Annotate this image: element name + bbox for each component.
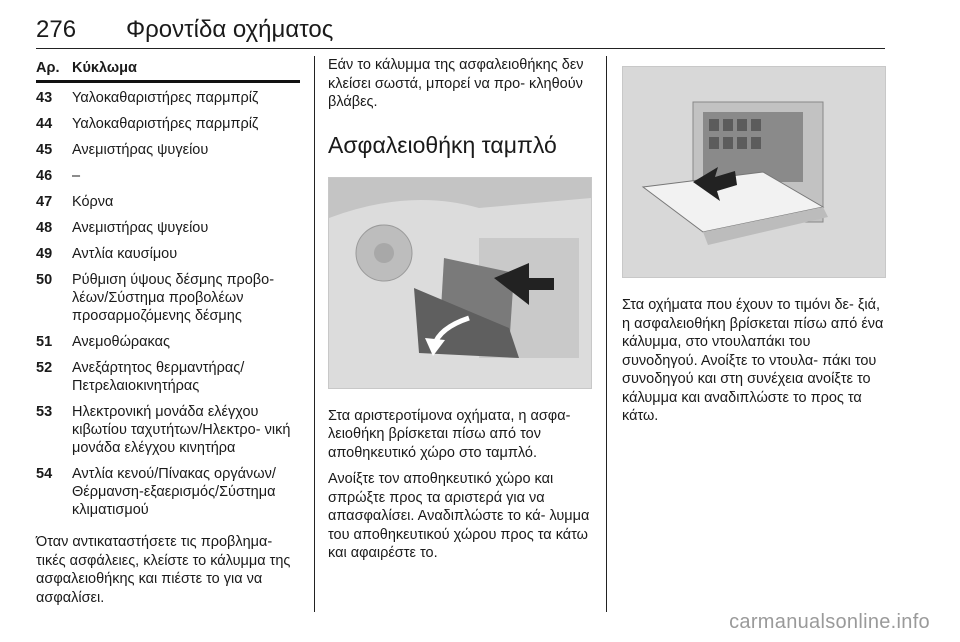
fuse-number: 45 xyxy=(36,142,53,158)
table-row xyxy=(36,89,300,107)
fuse-circuit: Ανεμοθώρακας xyxy=(72,334,171,350)
fuse-number: 48 xyxy=(36,220,53,236)
section-title: Ασφαλειοθήκη ταμπλό xyxy=(328,131,557,158)
column-divider xyxy=(314,56,315,612)
fuse-circuit: Ηλεκτρονική μονάδα ελέγχου κιβωτίου ταχυτήτων/Ηλεκτρο- νική μονάδα ελέγχου κινητήρα xyxy=(72,404,291,456)
fuse-number: 50 xyxy=(36,272,53,288)
page-number: 276 xyxy=(36,16,77,43)
column-right xyxy=(622,56,886,434)
intro-paragraph: Εάν το κάλυμμα της ασφαλειοθήκης δεν κλείσει σωστά, μπορεί να προ- κληθούν βλάβες. xyxy=(328,57,584,110)
fuse-circuit: Ανεμιστήρας ψυγείου xyxy=(72,142,209,158)
fuse-circuit: Ανεμιστήρας ψυγείου xyxy=(72,220,209,236)
table-row xyxy=(36,193,300,211)
header-rule xyxy=(36,48,885,49)
fuse-number: 51 xyxy=(36,334,53,350)
column-divider xyxy=(606,56,607,612)
fuse-circuit: Αντλία κενού/Πίνακας οργάνων/ Θέρμανση-εξαερισμός/Σύστημα κλιματισμού xyxy=(72,466,276,518)
table-row xyxy=(36,271,300,325)
fuse-number: 52 xyxy=(36,360,53,376)
fuse-circuit: Ανεξάρτητος θερμαντήρας/ Πετρελαιοκινητήρας xyxy=(72,360,245,394)
caption-unlock: Ανοίξτε τον αποθηκευτικό χώρο και σπρώξτε προς τα αριστερά για να απασφαλίσει. Αναδιπλώστε το κά- λυμμα του αποθηκευτικού χώρου προς τα κάτω και αφαιρέστε το. xyxy=(328,471,590,561)
fuse-number: 43 xyxy=(36,90,53,106)
fuse-circuit: Υαλοκαθαριστήρες παρμπρίζ xyxy=(72,90,259,106)
fuse-circuit: – xyxy=(72,168,81,184)
column-left xyxy=(36,56,300,615)
table-row xyxy=(36,245,300,263)
fuse-circuit: Κόρνα xyxy=(72,194,114,210)
fuse-number: 49 xyxy=(36,246,53,262)
fuse-circuit: Υαλοκαθαριστήρες παρμπρίζ xyxy=(72,116,259,132)
fusebox-lhd-illustration xyxy=(328,177,592,389)
fuse-circuit: Αντλία καυσίμου xyxy=(72,246,178,262)
table-header xyxy=(36,56,300,83)
table-row xyxy=(36,141,300,159)
table-row xyxy=(36,167,300,185)
table-header-number: Αρ. xyxy=(36,60,60,76)
table-row xyxy=(36,359,300,395)
caption-rhd: Στα οχήματα που έχουν το τιμόνι δε- ξιά, η ασφαλειοθήκη βρίσκεται πίσω από ένα κάλυμμα, στο ντουλαπάκι του συνοδηγού. Ανοίξτε το ντουλα- πάκι του συνοδηγού και στη συνέχεια ανοίξτε το κάλυμμα και αναδιπλώστε το προς τα κάτω. xyxy=(622,297,884,424)
closing-paragraph: Όταν αντικαταστήσετε τις προβλημα- τικές ασφάλειες, κλείστε το κάλυμμα της ασφαλειοθήκης και πιέστε το για να ασφαλίσει. xyxy=(36,534,291,606)
table-row xyxy=(36,403,300,457)
fuse-table-body xyxy=(36,89,300,519)
watermark: carmanualsonline.info xyxy=(729,611,930,633)
table-row xyxy=(36,465,300,519)
fuse-circuit: Ρύθμιση ύψους δέσμης προβο- λέων/Σύστημα προβολέων προσαρμοζόμενης δέσμης xyxy=(72,272,275,324)
fuse-number: 46 xyxy=(36,168,53,184)
fuse-number: 44 xyxy=(36,116,53,132)
page-title: Φροντίδα οχήματος xyxy=(126,16,334,43)
fuse-number: 54 xyxy=(36,466,53,482)
fusebox-rhd-illustration xyxy=(622,66,886,278)
storage-compartment-icon xyxy=(329,178,591,388)
fuse-number: 47 xyxy=(36,194,53,210)
column-middle xyxy=(328,56,592,571)
page-header xyxy=(36,10,885,50)
table-row xyxy=(36,219,300,237)
table-header-circuit: Κύκλωμα xyxy=(72,60,137,76)
caption-lhd: Στα αριστεροτίμονα οχήματα, η ασφα- λειοθήκη βρίσκεται πίσω από τον αποθηκευτικό χώρο στο ταμπλό. xyxy=(328,407,571,461)
glovebox-cover-icon xyxy=(623,67,885,277)
fuse-number: 53 xyxy=(36,404,53,420)
table-row xyxy=(36,115,300,133)
table-row xyxy=(36,333,300,351)
